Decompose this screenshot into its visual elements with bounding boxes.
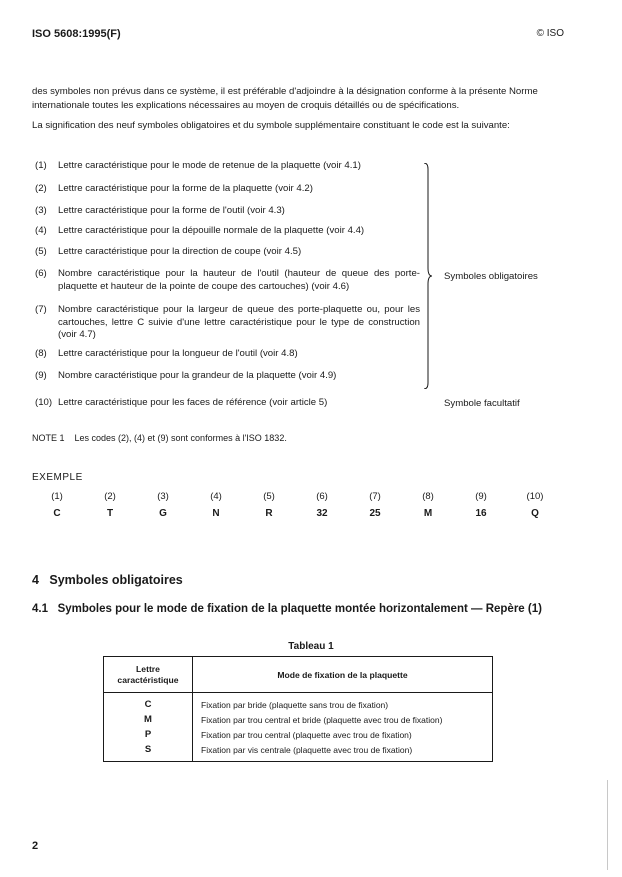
table-cell-letter: C (104, 693, 193, 713)
example-value: Q (531, 508, 539, 519)
column-header-letter-line1: Lettre (136, 663, 160, 674)
list-item (35, 246, 420, 259)
note-text: NOTE 1 Les codes (2), (4) et (9) sont conformes à l'ISO 1832. (32, 433, 287, 443)
table-header-row (104, 657, 493, 693)
table-cell-description: Fixation par vis centrale (plaquette avec trou de fixation) (193, 742, 493, 762)
list-item-number: (1) (35, 160, 47, 171)
list-item-text: Nombre caractéristique pour la largeur de queue des porte-plaquette ou, pour les cartouches, lettre C suivie d'une lettre caractéristique pour le type de construction (voir 4.7) (58, 304, 420, 340)
list-item (35, 397, 420, 410)
list-item-number: (5) (35, 246, 47, 257)
example-index: (7) (369, 491, 381, 502)
example-value: G (159, 508, 167, 519)
list-item-text: Lettre caractéristique pour la longueur de l'outil (voir 4.8) (58, 348, 298, 359)
list-item-text: Lettre caractéristique pour les faces de référence (voir article 5) (58, 397, 328, 408)
example-value: 25 (369, 508, 381, 519)
table-cell-letter: S (104, 742, 193, 762)
example-index: (2) (104, 491, 116, 502)
list-item (35, 304, 420, 342)
column-header-letter (104, 657, 193, 693)
optional-symbol-label: Symbole facultatif (444, 398, 520, 409)
example-heading: EXEMPLE (32, 472, 83, 483)
list-item-text: Lettre caractéristique pour la forme de la plaquette (voir 4.2) (58, 183, 313, 194)
example-index: (6) (316, 491, 328, 502)
table-cell-description: Fixation par trou central (plaquette avec trou de fixation) (193, 727, 493, 742)
table-row (104, 727, 493, 742)
intro-paragraph: des symboles non prévus dans ce système, il est préférable d'adjoindre à la désignation conforme à la présente Norme internationale toutes les explications nécessaires au moyen de croquis détaillés ou de spécifications. (32, 86, 538, 111)
right-brace (422, 163, 432, 389)
document-header-standard: ISO 5608:1995(F) (32, 28, 121, 40)
column-header-mode: Mode de fixation de la plaquette (193, 657, 493, 693)
list-item-text: Lettre caractéristique pour la direction de coupe (voir 4.5) (58, 246, 302, 257)
list-item-number: (9) (35, 370, 47, 381)
example-value: 16 (475, 508, 487, 519)
list-item (35, 205, 420, 218)
example-value: R (265, 508, 273, 519)
copyright-notice: © ISO (536, 28, 564, 39)
example-index: (1) (51, 491, 63, 502)
list-item-text: Lettre caractéristique pour la forme de l'outil (voir 4.3) (58, 205, 285, 216)
example-value: T (106, 508, 114, 519)
example-index: (4) (210, 491, 222, 502)
intro-paragraph-code: La signification des neuf symboles obligatoires et du symbole supplémentaire constituant le code est la suivante: (32, 120, 510, 131)
list-item-number: (2) (35, 183, 47, 194)
example-index: (10) (526, 491, 544, 502)
list-item (35, 183, 420, 196)
list-item-number: (8) (35, 348, 47, 359)
table-row (104, 712, 493, 727)
table-cell-description: Fixation par trou central et bride (plaquette avec trou de fixation) (193, 712, 493, 727)
example-value: N (212, 508, 220, 519)
list-item (35, 348, 420, 361)
example-index: (8) (422, 491, 434, 502)
table-title: Tableau 1 (288, 641, 334, 652)
table-cell-letter: M (104, 712, 193, 727)
fixation-mode-table (103, 656, 493, 762)
example-index: (3) (157, 491, 169, 502)
list-item (35, 160, 420, 173)
list-item (35, 268, 420, 293)
section-4-heading: 4 Symboles obligatoires (32, 573, 183, 587)
table-row (104, 693, 493, 713)
example-index: (9) (475, 491, 487, 502)
scan-edge-mark (607, 780, 608, 870)
list-item (35, 225, 420, 238)
list-item-text: Lettre caractéristique pour le mode de retenue de la plaquette (voir 4.1) (58, 160, 361, 171)
table-cell-letter: P (104, 727, 193, 742)
example-value: M (423, 508, 433, 519)
table-row (104, 742, 493, 762)
list-item-number: (10) (35, 397, 53, 408)
list-item-text: Lettre caractéristique pour la dépouille normale de la plaquette (voir 4.4) (58, 225, 365, 236)
list-item-number: (3) (35, 205, 47, 216)
mandatory-symbols-label: Symboles obligatoires (444, 271, 538, 282)
page-number: 2 (32, 840, 39, 852)
section-4-1-heading: 4.1 Symboles pour le mode de fixation de la plaquette montée horizontalement — Repère (1) (32, 603, 542, 615)
example-value: 32 (316, 508, 328, 519)
list-item-number: (4) (35, 225, 47, 236)
list-item (35, 370, 420, 383)
table-cell-description: Fixation par bride (plaquette sans trou de fixation) (193, 693, 493, 713)
example-index: (5) (263, 491, 275, 502)
list-item-number: (7) (35, 304, 47, 315)
list-item-text: Nombre caractéristique pour la grandeur de la plaquette (voir 4.9) (58, 370, 337, 381)
list-item-number: (6) (35, 268, 47, 279)
list-item-text: Nombre caractéristique pour la hauteur de l'outil (hauteur de queue des porte-plaquette et hauteur de la pointe de coupe des cartouches) (voir 4.6) (58, 268, 420, 292)
example-value: C (53, 508, 61, 519)
column-header-letter-line2: caractéristique (117, 674, 179, 685)
